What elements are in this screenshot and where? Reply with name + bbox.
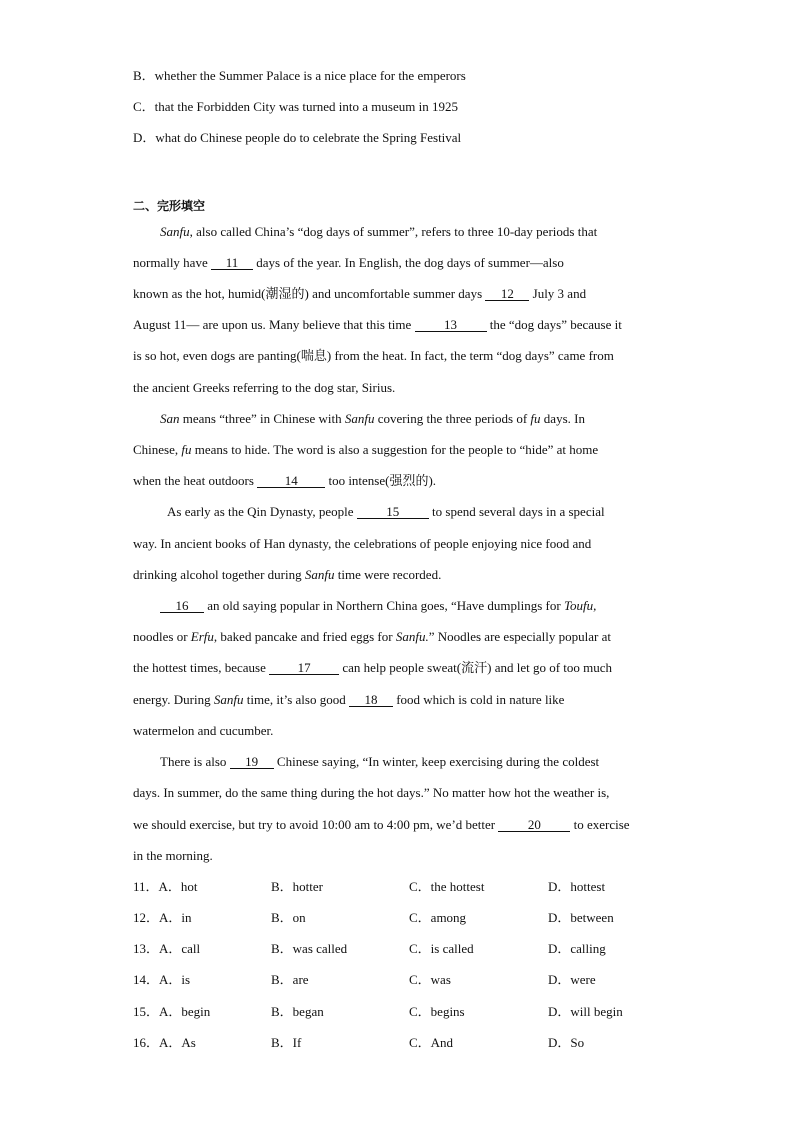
option-a: 11．A．hot [133,879,198,894]
passage-line: energy. During Sanfu time, it’s also good 18 food which is cold in nature like [133,692,565,707]
passage-line: the ancient Greeks referring to the dog star, Sirius. [133,380,396,395]
option-c: C．is called [409,941,474,956]
passage-line: known as the hot, humid(潮湿的) and uncomfortable summer days 12 July 3 and [133,286,587,301]
section-title: 二、完形填空 [133,199,206,213]
blank-20: 20 [498,818,570,832]
passage-line: Chinese, fu means to hide. The word is also a suggestion for the people to “hide” at home [133,442,599,457]
question-15-options [133,1004,693,1020]
option-a: 14．A．is [133,972,191,987]
prev-option-c: C．that the Forbidden City was turned into a museum in 1925 [133,99,458,114]
question-11-options [133,879,693,895]
passage-line: way. In ancient books of Han dynasty, the celebrations of people enjoying nice food and [133,536,592,551]
blank-13: 13 [415,318,487,332]
passage-line: As early as the Qin Dynasty, people 15 to spend several days in a special [167,504,605,519]
passage-line: we should exercise, but try to avoid 10:00 am to 4:00 pm, we’d better 20 to exercise [133,817,630,832]
passage-line: days. In summer, do the same thing during the hot days.” No matter how hot the weather is, [133,785,610,800]
question-13-options [133,941,693,957]
option-d: D．calling [548,941,606,956]
blank-17: 17 [269,661,339,675]
option-d: D．hottest [548,879,606,894]
option-d: D．will begin [548,1004,623,1019]
option-b: B．are [271,972,309,987]
passage-line: normally have 11 days of the year. In English, the dog days of summer—also [133,255,564,270]
option-a: 13．A．call [133,941,201,956]
passage-line: the hottest times, because 17 can help people sweat(流汗) and let go of too much [133,660,613,675]
prev-option-b: B．whether the Summer Palace is a nice place for the emperors [133,68,466,83]
passage-line: watermelon and cucumber. [133,723,274,738]
option-b: B．was called [271,941,348,956]
blank-11: 11 [211,256,253,270]
option-c: C．among [409,910,467,925]
option-d: D．between [548,910,614,925]
passage-line: San means “three” in Chinese with Sanfu covering the three periods of fu days. In [160,411,585,426]
blank-12: 12 [485,287,529,301]
option-c: C．was [409,972,451,987]
option-c: C．begins [409,1004,465,1019]
blank-18: 18 [349,693,393,707]
option-b: B．on [271,910,306,925]
blank-15: 15 [357,505,429,519]
option-d: D．So [548,1035,585,1050]
question-16-options [133,1035,693,1051]
passage-line: is so hot, even dogs are panting(喘息) from the heat. In fact, the term “dog days” came from [133,348,614,363]
passage-line: 16 an old saying popular in Northern China goes, “Have dumplings for Toufu, [160,598,596,614]
option-b: B．began [271,1004,324,1019]
passage-line: drinking alcohol together during Sanfu time were recorded. [133,567,442,582]
question-14-options [133,972,693,988]
blank-16: 16 [160,599,204,613]
option-d: D．were [548,972,596,987]
question-12-options [133,910,693,926]
passage-line: Sanfu, also called China’s “dog days of summer”, refers to three 10-day periods that [160,224,598,239]
passage-line: when the heat outdoors 14 too intense(强烈的). [133,473,437,488]
blank-19: 19 [230,755,274,769]
option-c: C．the hottest [409,879,485,894]
option-c: C．And [409,1035,454,1050]
option-a: 16．A．As [133,1035,196,1050]
blank-14: 14 [257,474,325,488]
passage-line: in the morning. [133,848,213,863]
passage-line: There is also 19 Chinese saying, “In winter, keep exercising during the coldest [160,754,600,769]
option-b: B．hotter [271,879,323,894]
prev-option-d: D．what do Chinese people do to celebrate the Spring Festival [133,130,462,145]
passage-line: August 11— are upon us. Many believe that this time 13 the “dog days” because it [133,317,622,332]
option-b: B．If [271,1035,302,1050]
option-a: 12．A．in [133,910,192,925]
passage-line: noodles or Erfu, baked pancake and fried eggs for Sanfu.” Noodles are especially popular at [133,629,611,644]
option-a: 15．A．begin [133,1004,211,1019]
